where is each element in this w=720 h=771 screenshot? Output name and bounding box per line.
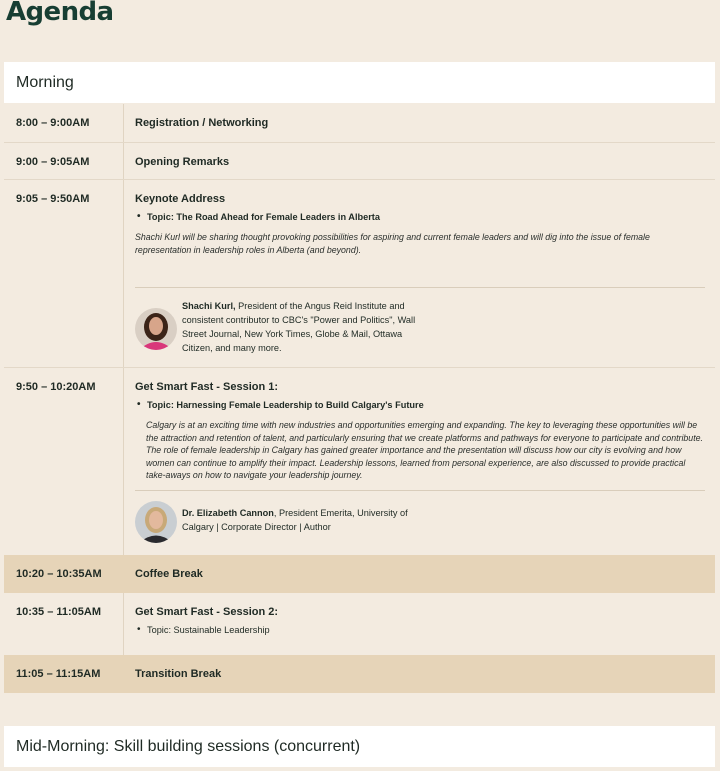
event-description: Shachi Kurl will be sharing thought provoking possibilities for aspiring and current female leaders and will dig into the issue of female representation in leadership roles in Alberta (and beyond). [135,232,650,255]
speaker-description: , President Emerita, University of Calgary | Corporate Director | Author [182,508,408,532]
speaker-bio [182,506,417,534]
agenda-row [4,593,715,655]
page-title: Agenda [6,0,114,27]
agenda-row-break [4,555,715,593]
event [135,156,705,168]
time-slot: 10:35 – 11:05AM [16,606,101,618]
time-slot: 9:05 – 9:50AM [16,193,90,205]
event-description: Calgary is at an exciting time with new industries and opportunities emerging and expanding. The key to leveraging these opportunities will be the attraction and retention of talent, and particularly ensuring that we create platforms and pathways for everyone to participate and contribute. The role of female leadership in Calgary has gained greater importance and the presentation will discuss how our city is evolving and how women can continue to amplify their impact. Leadership lessons, learned from personal experience, are also discussed to provide practical take-aways on how to navigate your leadership journey. [146,420,703,480]
event-topic: • Topic: Sustainable Leadership [135,625,705,635]
agenda-row [4,179,715,367]
event-topic: • Topic: The Road Ahead for Female Leaders in Alberta [135,212,705,222]
event [135,193,705,256]
event-title: Keynote Address [135,193,226,205]
agenda-row-break [4,655,715,693]
event-topic: • Topic: Harnessing Female Leadership to Build Calgary's Future [135,400,705,410]
column-divider [123,593,124,655]
agenda-row [4,367,715,555]
event-title: Opening Remarks [135,156,230,168]
time-slot: 10:20 – 10:35AM [16,568,102,580]
column-divider [123,104,124,142]
speaker-avatar [135,308,177,350]
event [135,606,705,635]
agenda-row [4,142,715,179]
event-title: Coffee Break [135,568,203,580]
speaker-name: Dr. Elizabeth Cannon [182,508,274,518]
event [135,117,705,129]
event-title: Get Smart Fast - Session 2: [135,606,279,618]
event-title: Registration / Networking [135,117,269,129]
event [135,668,705,680]
column-divider [123,143,124,179]
time-slot: 9:50 – 10:20AM [16,381,96,393]
time-slot: 8:00 – 9:00AM [16,117,90,129]
section-header-mid-morning: Mid-Morning: Skill building sessions (concurrent) [4,726,715,767]
time-slot: 9:00 – 9:05AM [16,156,90,168]
event-title: Get Smart Fast - Session 1: [135,381,279,393]
column-divider [123,368,124,555]
time-slot: 11:05 – 11:15AM [16,668,101,680]
column-divider [123,180,124,367]
event-title: Transition Break [135,668,222,680]
event [135,381,705,482]
agenda-row [4,104,715,142]
speaker-description: President of the Angus Reid Institute and consistent contributor to CBC's "Power and Politics", Wall Street Journal, New York Times, Globe & Mail, Ottawa Citizen, and many more. [182,301,416,353]
speaker-avatar [135,501,177,543]
speaker-bio [182,299,417,355]
speaker-card [135,287,705,366]
event [135,568,705,580]
speaker-name: Shachi Kurl, [182,301,236,311]
section-header-morning: Morning [4,62,715,103]
speaker-card [135,490,705,555]
